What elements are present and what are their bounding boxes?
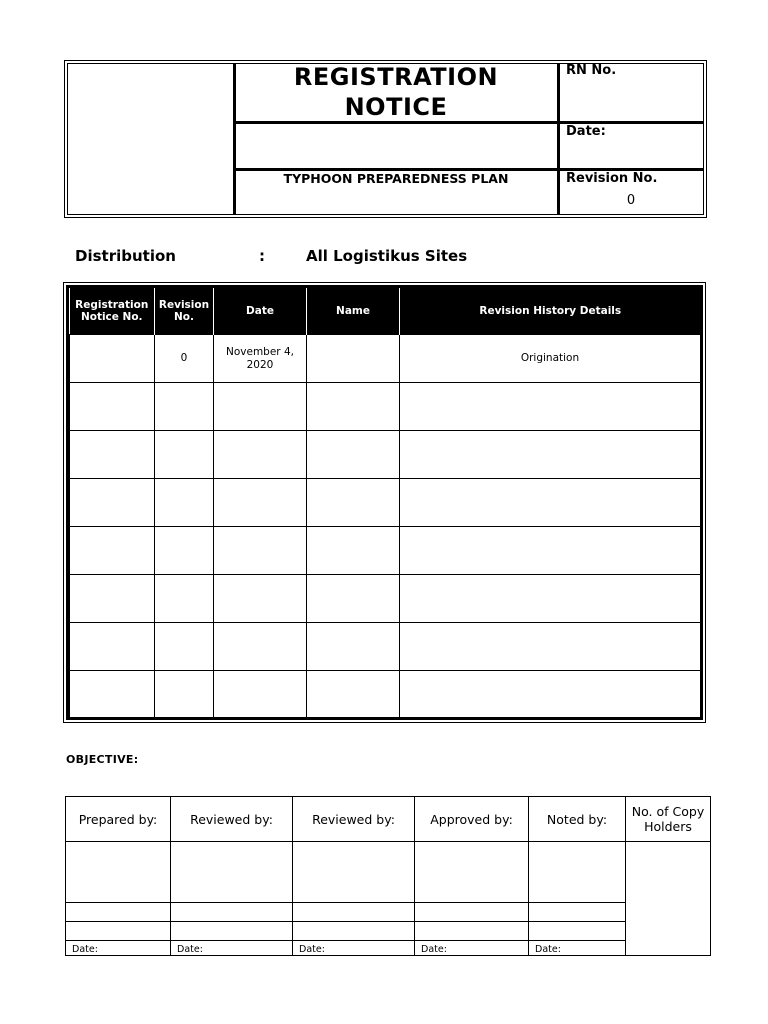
table-cell bbox=[155, 623, 214, 671]
table-cell bbox=[307, 383, 400, 431]
table-cell bbox=[155, 431, 214, 479]
col-header-registration: Registration Notice No. bbox=[70, 288, 155, 335]
name-cell[interactable] bbox=[293, 903, 415, 922]
table-row bbox=[70, 575, 701, 623]
table-cell bbox=[214, 527, 307, 575]
table-cell bbox=[155, 383, 214, 431]
reviewed-by-label-1: Reviewed by: bbox=[171, 797, 293, 842]
table-cell bbox=[70, 623, 155, 671]
signature-cell[interactable] bbox=[171, 842, 293, 903]
table-cell bbox=[307, 527, 400, 575]
table-cell bbox=[307, 623, 400, 671]
table-cell bbox=[307, 671, 400, 719]
table-row bbox=[70, 527, 701, 575]
signature-row bbox=[66, 842, 711, 903]
table-row bbox=[70, 335, 701, 383]
table-cell bbox=[400, 479, 701, 527]
title-line-1: REGISTRATION bbox=[293, 63, 499, 91]
table-cell bbox=[70, 335, 155, 383]
table-cell bbox=[400, 431, 701, 479]
distribution-separator: : bbox=[259, 247, 265, 265]
prepared-by-label: Prepared by: bbox=[66, 797, 171, 842]
table-cell: November 4, 2020 bbox=[214, 335, 307, 383]
table-row bbox=[70, 431, 701, 479]
table-cell bbox=[214, 671, 307, 719]
plan-title: TYPHOON PREPAREDNESS PLAN bbox=[283, 171, 509, 186]
table-cell bbox=[400, 527, 701, 575]
col-header-date: Date bbox=[214, 288, 307, 335]
table-cell: 0 bbox=[155, 335, 214, 383]
approval-header-row bbox=[66, 797, 711, 842]
table-cell bbox=[155, 671, 214, 719]
date-cell[interactable]: Date: bbox=[171, 941, 293, 956]
position-cell[interactable] bbox=[529, 922, 626, 941]
date-row bbox=[66, 941, 711, 956]
position-cell[interactable] bbox=[66, 922, 171, 941]
table-cell bbox=[70, 383, 155, 431]
distribution-value: All Logistikus Sites bbox=[306, 247, 468, 265]
date-cell[interactable]: Date: bbox=[415, 941, 529, 956]
revision-value: 0 bbox=[626, 193, 636, 208]
table-cell bbox=[214, 623, 307, 671]
table-cell bbox=[214, 479, 307, 527]
approval-table bbox=[65, 796, 711, 956]
table-cell bbox=[307, 335, 400, 383]
objective-label: OBJECTIVE: bbox=[66, 753, 139, 766]
table-row bbox=[70, 383, 701, 431]
table-cell bbox=[70, 479, 155, 527]
table-cell bbox=[307, 431, 400, 479]
date-cell[interactable]: Date: bbox=[529, 941, 626, 956]
table-row bbox=[70, 479, 701, 527]
table-cell bbox=[214, 431, 307, 479]
position-row bbox=[66, 922, 711, 941]
page-title bbox=[234, 62, 558, 122]
date-label: Date: bbox=[566, 124, 606, 139]
col-header-details: Revision History Details bbox=[400, 288, 701, 335]
table-cell bbox=[400, 575, 701, 623]
name-cell[interactable] bbox=[529, 903, 626, 922]
table-cell: Origination bbox=[400, 335, 701, 383]
table-cell bbox=[307, 575, 400, 623]
signature-cell[interactable] bbox=[293, 842, 415, 903]
position-cell[interactable] bbox=[293, 922, 415, 941]
col-header-revision-no: Revision No. bbox=[155, 288, 214, 335]
name-row bbox=[66, 903, 711, 922]
revision-label: Revision No. bbox=[566, 171, 658, 186]
position-cell[interactable] bbox=[171, 922, 293, 941]
position-cell[interactable] bbox=[415, 922, 529, 941]
copy-holders-label: No. of Copy Holders bbox=[626, 797, 711, 842]
table-cell bbox=[400, 671, 701, 719]
table-cell bbox=[70, 431, 155, 479]
signature-cell[interactable] bbox=[66, 842, 171, 903]
table-cell bbox=[70, 671, 155, 719]
logo-area bbox=[68, 64, 231, 214]
approved-by-label: Approved by: bbox=[415, 797, 529, 842]
title-line-2: NOTICE bbox=[344, 93, 448, 121]
name-cell[interactable] bbox=[415, 903, 529, 922]
signature-cell[interactable] bbox=[529, 842, 626, 903]
table-cell bbox=[155, 575, 214, 623]
revision-history-table bbox=[69, 288, 701, 719]
name-cell[interactable] bbox=[66, 903, 171, 922]
table-cell bbox=[400, 623, 701, 671]
date-cell[interactable]: Date: bbox=[293, 941, 415, 956]
table-row bbox=[70, 623, 701, 671]
table-cell bbox=[400, 383, 701, 431]
table-cell bbox=[214, 383, 307, 431]
copy-holders-cell[interactable] bbox=[626, 842, 711, 956]
table-cell bbox=[70, 575, 155, 623]
date-cell[interactable]: Date: bbox=[66, 941, 171, 956]
revision-table-header-row bbox=[70, 288, 701, 335]
table-cell bbox=[155, 527, 214, 575]
signature-cell[interactable] bbox=[415, 842, 529, 903]
table-cell bbox=[155, 479, 214, 527]
table-cell bbox=[214, 575, 307, 623]
table-cell bbox=[307, 479, 400, 527]
table-cell bbox=[70, 527, 155, 575]
rn-label: RN No. bbox=[566, 63, 617, 78]
distribution-label: Distribution bbox=[75, 247, 176, 265]
noted-by-label: Noted by: bbox=[529, 797, 626, 842]
table-row bbox=[70, 671, 701, 719]
reviewed-by-label-2: Reviewed by: bbox=[293, 797, 415, 842]
col-header-name: Name bbox=[307, 288, 400, 335]
name-cell[interactable] bbox=[171, 903, 293, 922]
